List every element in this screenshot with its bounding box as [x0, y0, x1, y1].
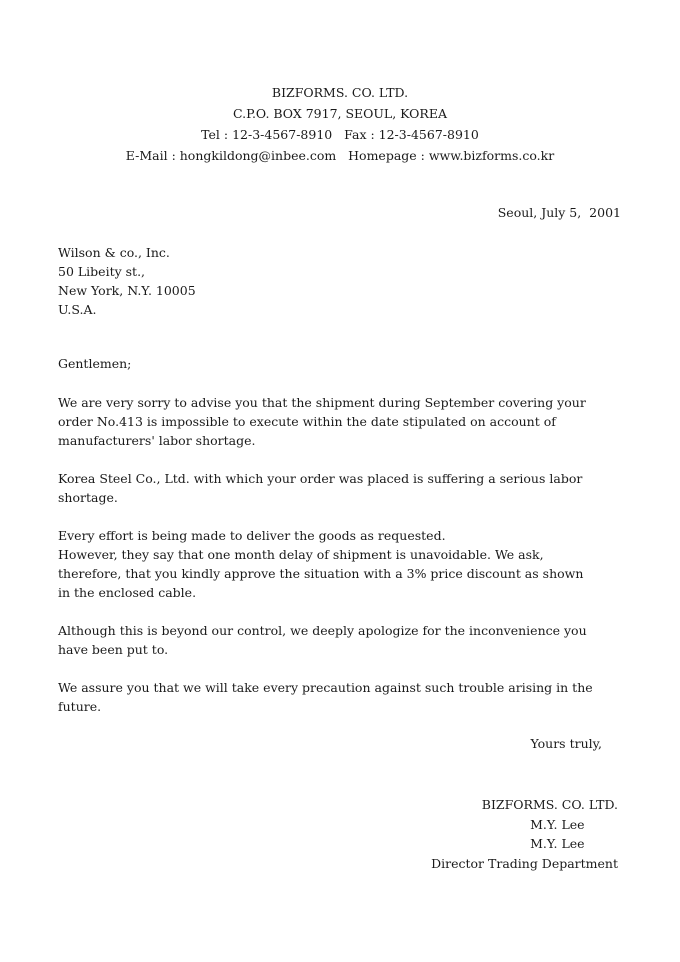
recipient-address: [58, 243, 196, 319]
recipient-country: U.S.A.: [58, 302, 97, 317]
signature-name: M.Y. Lee: [530, 836, 585, 851]
letterhead-company: BIZFORMS. CO. LTD.: [271, 85, 409, 100]
recipient-city: New York, N.Y. 10005: [58, 283, 196, 298]
letter-body: [58, 393, 598, 735]
recipient-name: Wilson & co., Inc.: [58, 245, 170, 260]
letterhead: [0, 82, 680, 166]
signature-company: BIZFORMS. CO. LTD.: [481, 797, 618, 812]
closing: Yours truly,: [530, 736, 602, 751]
body-paragraph: Although this is beyond our control, we deeply apologize for the inconvenience you have been put to.: [58, 623, 587, 657]
body-paragraph: We are very sorry to advise you that the shipment during September covering your order No.413 is impossible to execute within the date stipulated on account of manufacturers' labor shortage.: [58, 395, 586, 448]
recipient-street: 50 Libeity st.,: [58, 264, 146, 279]
signature-title: Director Trading Department: [431, 855, 618, 871]
letterhead-address: C.P.O. BOX 7917, SEOUL, KOREA: [232, 106, 447, 121]
body-paragraph: Every effort is being made to deliver the goods as requested. However, they say that one month delay of shipment is unavoidable. We ask, therefore, that you kindly approve the situation with a 3% price discount as shown in the enclosed cable.: [58, 528, 584, 600]
letterhead-email-homepage: E-Mail : hongkildong@inbee.com Homepage : www.bizforms.co.kr: [125, 148, 555, 163]
letterhead-phone-fax: Tel : 12-3-4567-8910 Fax : 12-3-4567-8910: [201, 127, 479, 142]
body-paragraph: We assure you that we will take every precaution against such trouble arising in the future.: [58, 680, 593, 714]
salutation: Gentlemen;: [58, 356, 132, 371]
body-paragraph: Korea Steel Co., Ltd. with which your order was placed is suffering a serious labor shortage.: [58, 471, 583, 505]
letter-date: Seoul, July 5, 2001: [497, 205, 621, 220]
signature-name: M.Y. Lee: [530, 816, 585, 832]
signature-block: [431, 795, 618, 873]
